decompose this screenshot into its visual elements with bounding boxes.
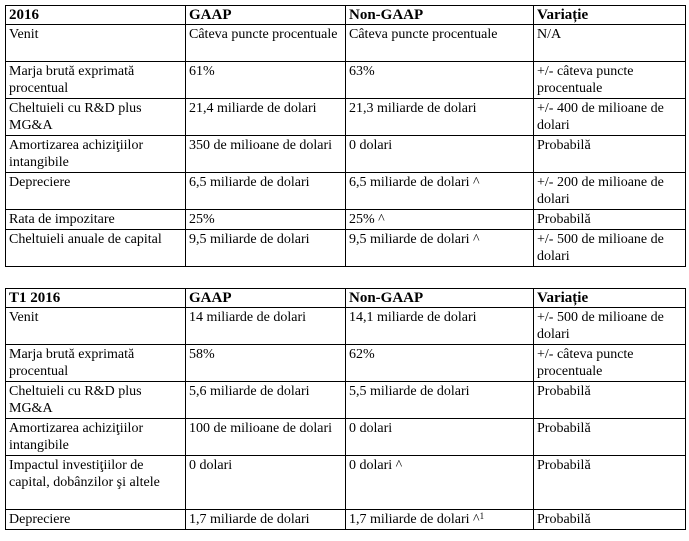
header-non-gaap: Non-GAAP: [346, 6, 534, 25]
row-label: Venit: [6, 308, 186, 345]
header-gaap: GAAP: [186, 289, 346, 308]
variation-value: Probabilă: [534, 419, 686, 456]
row-label: Venit: [6, 25, 186, 62]
gaap-value: 0 dolari: [186, 456, 346, 510]
row-label: Cheltuieli anuale de capital: [6, 230, 186, 267]
variation-value: +/- 200 de milioane de dolari: [534, 173, 686, 210]
row-label: Depreciere: [6, 173, 186, 210]
variation-value: Probabilă: [534, 456, 686, 510]
non-gaap-value: Câteva puncte procentuale: [346, 25, 534, 62]
table-row: [6, 345, 686, 382]
non-gaap-text: 1,7 miliarde de dolari ^: [349, 512, 480, 527]
header-variation: Variație: [534, 289, 686, 308]
table-row: [6, 419, 686, 456]
table-row: [6, 25, 686, 62]
variation-value: +/- 400 de milioane de dolari: [534, 99, 686, 136]
variation-value: +/- 500 de milioane de dolari: [534, 230, 686, 267]
row-label: Marja brută exprimată procentual: [6, 62, 186, 99]
variation-value: Probabilă: [534, 210, 686, 230]
gaap-value: 100 de milioane de dolari: [186, 419, 346, 456]
gaap-value: 21,4 miliarde de dolari: [186, 99, 346, 136]
row-label: Cheltuieli cu R&D plus MG&A: [6, 99, 186, 136]
non-gaap-value: 21,3 miliarde de dolari: [346, 99, 534, 136]
header-period: 2016: [6, 6, 186, 25]
table-row: [6, 62, 686, 99]
table-header-row: [6, 289, 686, 308]
table-row: [6, 382, 686, 419]
non-gaap-value: 0 dolari ^: [346, 456, 534, 510]
non-gaap-value: 9,5 miliarde de dolari ^: [346, 230, 534, 267]
gaap-value: 14 miliarde de dolari: [186, 308, 346, 345]
guidance-table-2016: [5, 5, 686, 267]
table-row: [6, 173, 686, 210]
table-row: [6, 230, 686, 267]
row-label: Cheltuieli cu R&D plus MG&A: [6, 382, 186, 419]
table-row: [6, 456, 686, 510]
non-gaap-value: [346, 510, 534, 530]
variation-value: +/- 500 de milioane de dolari: [534, 308, 686, 345]
non-gaap-value: 5,5 miliarde de dolari: [346, 382, 534, 419]
non-gaap-value: 25% ^: [346, 210, 534, 230]
gaap-value: 61%: [186, 62, 346, 99]
variation-value: Probabilă: [534, 136, 686, 173]
table-row: [6, 308, 686, 345]
row-label: Rata de impozitare: [6, 210, 186, 230]
row-label: Amortizarea achiziţiilor intangibile: [6, 419, 186, 456]
gaap-value: 350 de milioane de dolari: [186, 136, 346, 173]
non-gaap-value: 0 dolari: [346, 136, 534, 173]
gaap-value: 9,5 miliarde de dolari: [186, 230, 346, 267]
non-gaap-value: 62%: [346, 345, 534, 382]
header-period: T1 2016: [6, 289, 186, 308]
row-label: Marja brută exprimată procentual: [6, 345, 186, 382]
gaap-value: 5,6 miliarde de dolari: [186, 382, 346, 419]
variation-value: Probabilă: [534, 382, 686, 419]
gaap-value: 1,7 miliarde de dolari: [186, 510, 346, 530]
non-gaap-value: 6,5 miliarde de dolari ^: [346, 173, 534, 210]
header-gaap: GAAP: [186, 6, 346, 25]
table-row: [6, 99, 686, 136]
row-label: Amortizarea achiziţiilor intangibile: [6, 136, 186, 173]
non-gaap-value: 0 dolari: [346, 419, 534, 456]
variation-value: N/A: [534, 25, 686, 62]
gaap-value: 6,5 miliarde de dolari: [186, 173, 346, 210]
gaap-value: 25%: [186, 210, 346, 230]
variation-value: +/- câteva puncte procentuale: [534, 345, 686, 382]
table-row: [6, 136, 686, 173]
gaap-value: Câteva puncte procentuale: [186, 25, 346, 62]
guidance-table-q1-2016: [5, 288, 686, 530]
table-row: [6, 210, 686, 230]
row-label: Depreciere: [6, 510, 186, 530]
row-label: Impactul investiţiilor de capital, dobânzilor şi altele: [6, 456, 186, 510]
header-variation: Variație: [534, 6, 686, 25]
variation-value: Probabilă: [534, 510, 686, 530]
table-header-row: [6, 6, 686, 25]
non-gaap-value: 63%: [346, 62, 534, 99]
variation-value: +/- câteva puncte procentuale: [534, 62, 686, 99]
gaap-value: 58%: [186, 345, 346, 382]
non-gaap-value: 14,1 miliarde de dolari: [346, 308, 534, 345]
footnote-marker: 1: [479, 511, 485, 521]
table-row: [6, 510, 686, 530]
header-non-gaap: Non-GAAP: [346, 289, 534, 308]
